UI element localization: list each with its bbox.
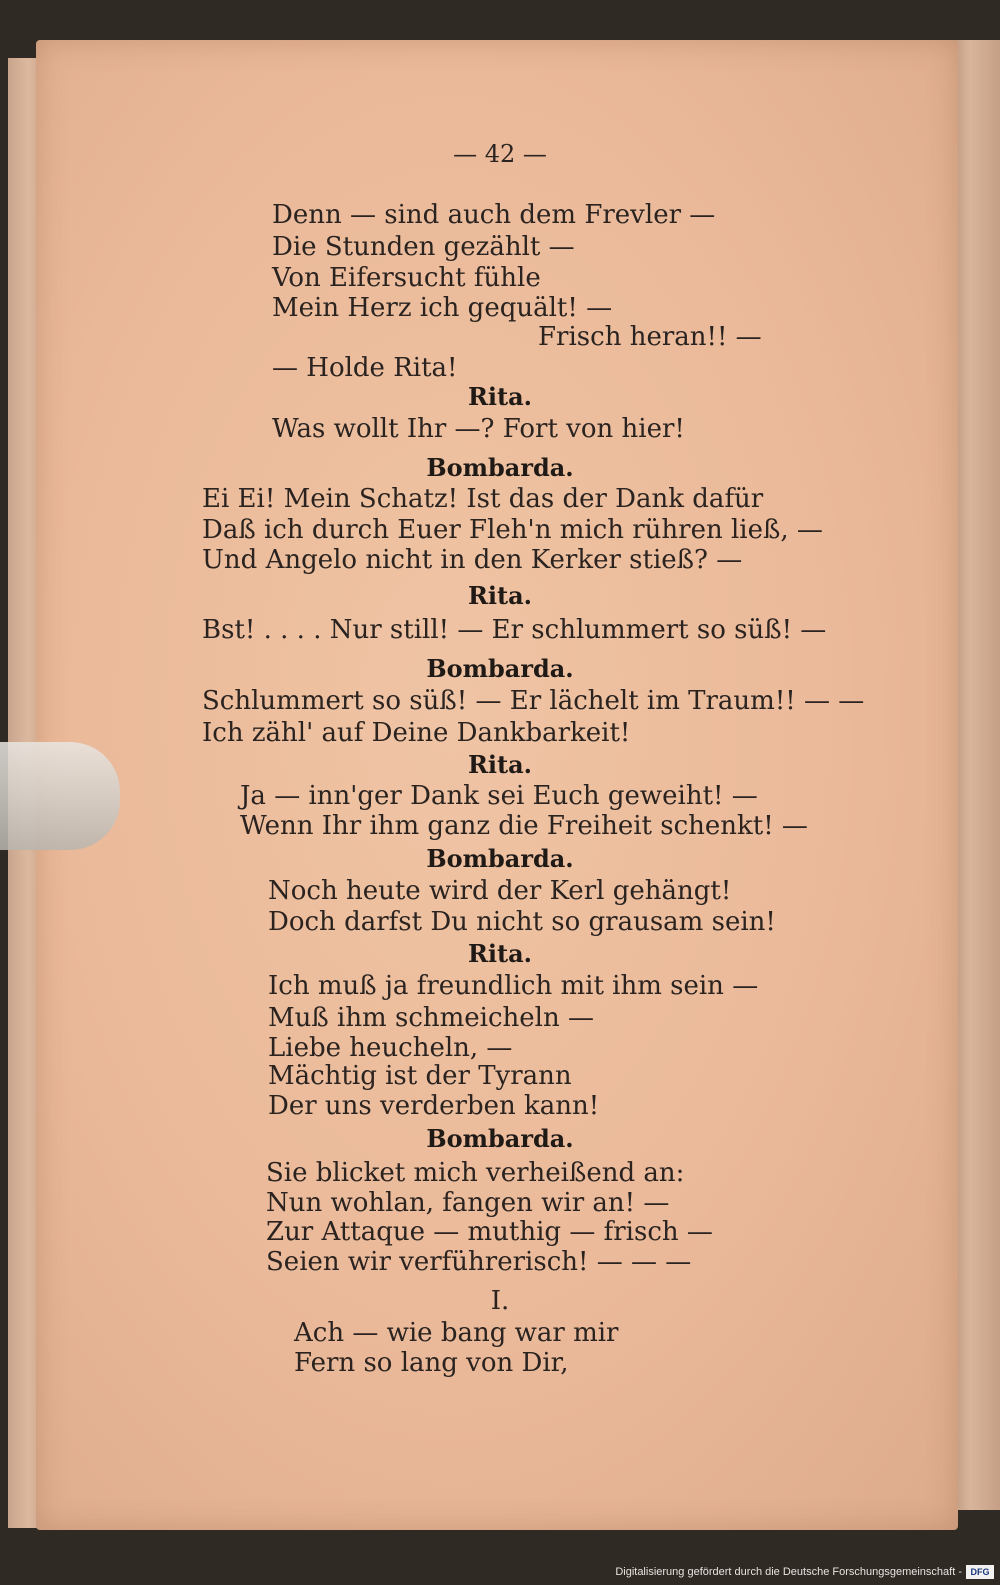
- speaker-name: Bombarda.: [426, 844, 574, 873]
- text-line: Der uns verderben kann!: [268, 1091, 600, 1121]
- text-line: Schlummert so süß! — Er lächelt im Traum!! — —: [202, 686, 865, 716]
- text-line: Die Stunden gezählt —: [272, 232, 575, 262]
- text-line: Frisch heran!! —: [538, 322, 762, 352]
- text-line: Doch darfst Du nicht so grausam sein!: [268, 907, 776, 937]
- speaker-name: Bombarda.: [426, 654, 574, 683]
- text-line: Ei Ei! Mein Schatz! Ist das der Dank dafür: [202, 484, 764, 514]
- digitization-credit: Digitalisierung gefördert durch die Deutsche Forschungsgemeinschaft -: [615, 1566, 962, 1578]
- text-line: Noch heute wird der Kerl gehängt!: [268, 876, 732, 906]
- text-line: Was wollt Ihr —? Fort von hier!: [272, 414, 685, 444]
- text-line: — Holde Rita!: [272, 353, 458, 383]
- speaker-name: Bombarda.: [426, 453, 574, 482]
- text-line: Daß ich durch Euer Fleh'n mich rühren ließ, —: [202, 515, 823, 545]
- speaker-name: Rita.: [467, 382, 533, 411]
- text-line: Liebe heucheln, —: [268, 1033, 513, 1063]
- text-line: Ich muß ja freundlich mit ihm sein —: [268, 971, 759, 1001]
- text-line: Muß ihm schmeicheln —: [268, 1003, 595, 1033]
- page-number: — 42 —: [453, 140, 547, 168]
- text-line: Ja — inn'ger Dank sei Euch geweiht! —: [240, 781, 758, 811]
- text-line: Denn — sind auch dem Frevler —: [272, 200, 716, 230]
- text-line: Fern so lang von Dir,: [294, 1348, 569, 1378]
- speaker-name: Bombarda.: [426, 1124, 574, 1153]
- text-line: Ich zähl' auf Deine Dankbarkeit!: [202, 718, 631, 748]
- text-line: Mächtig ist der Tyrann: [268, 1061, 572, 1091]
- text-line: Ach — wie bang war mir: [294, 1318, 619, 1348]
- text-line: Von Eifersucht fühle: [272, 263, 541, 293]
- text-line: Und Angelo nicht in den Kerker stieß? —: [202, 545, 743, 575]
- stanza-numeral: I.: [490, 1286, 510, 1316]
- dfg-logo: DFG: [966, 1565, 994, 1579]
- text-line: Bst! . . . . Nur still! — Er schlummert so süß! —: [202, 615, 827, 645]
- speaker-name: Rita.: [467, 939, 533, 968]
- text-line: Wenn Ihr ihm ganz die Freiheit schenkt! —: [240, 811, 808, 841]
- text-line: Nun wohlan, fangen wir an! —: [266, 1188, 670, 1218]
- text-line: Seien wir verführerisch! — — —: [266, 1247, 692, 1277]
- speaker-name: Rita.: [467, 581, 533, 610]
- speaker-name: Rita.: [467, 750, 533, 779]
- text-line: Sie blicket mich verheißend an:: [266, 1158, 685, 1188]
- text-line: Zur Attaque — muthig — frisch —: [266, 1217, 713, 1247]
- text-line: Mein Herz ich gequält! —: [272, 293, 613, 323]
